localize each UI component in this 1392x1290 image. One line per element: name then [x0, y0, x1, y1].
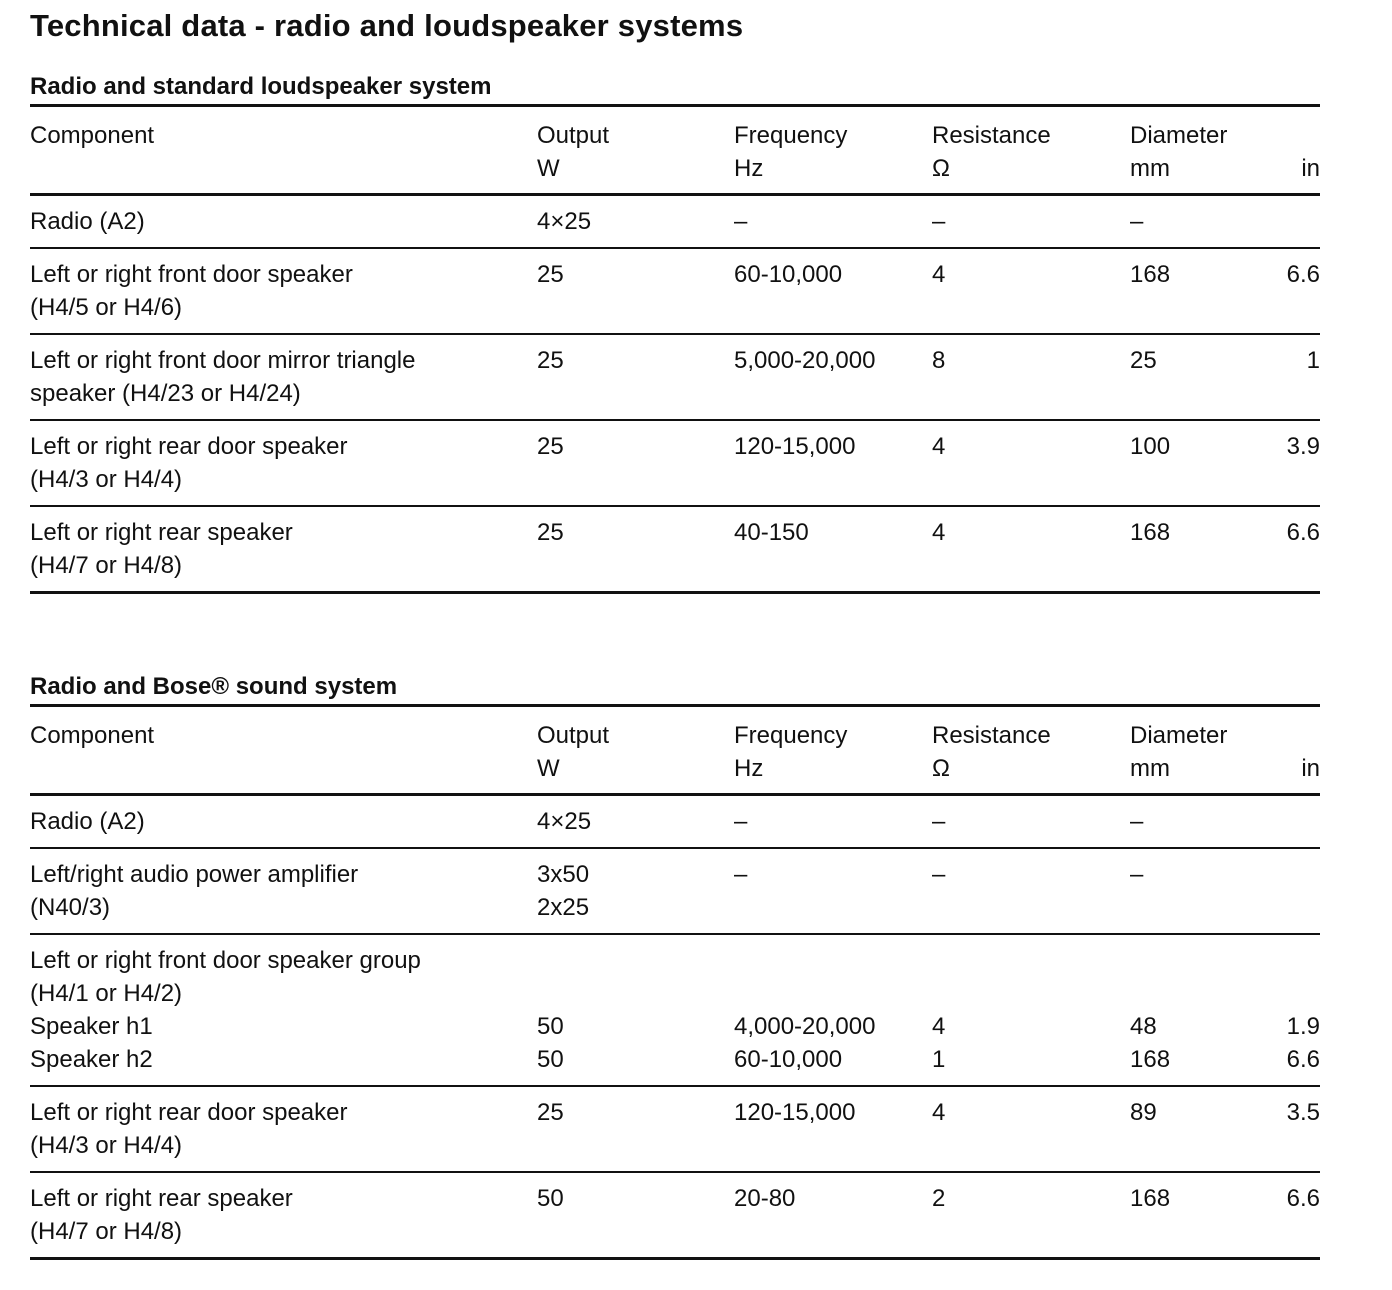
cell-line: Ω	[932, 755, 950, 782]
cell-line: 6.6	[1286, 1046, 1320, 1073]
table-row	[30, 335, 1320, 421]
cell-line: (H4/7 or H4/8)	[30, 552, 183, 579]
diameter-mm-cell	[1130, 805, 1143, 838]
diameter-in-cell	[1307, 344, 1320, 377]
cell-line: Left or right rear speaker	[30, 519, 293, 546]
cell-line: 4	[932, 519, 946, 546]
table-header	[30, 107, 1320, 196]
diameter-in-cell	[1287, 516, 1320, 549]
component-cell	[30, 516, 530, 582]
resistance-cell	[932, 1096, 945, 1129]
header-diameter-in-cell	[1301, 719, 1320, 785]
cell-line: –	[932, 861, 946, 888]
cell-line: 25	[537, 1099, 564, 1126]
cell-line: 120-15,000	[734, 1099, 856, 1126]
diameter-mm-cell	[1130, 1096, 1157, 1129]
cell-line: 4×25	[537, 808, 592, 835]
cell-line: 4×25	[537, 208, 592, 235]
cell-line: Radio (A2)	[30, 808, 145, 835]
cell-line: Component	[30, 722, 155, 749]
component-cell	[30, 1182, 530, 1248]
cell-line: Speaker h2	[30, 1046, 153, 1073]
cell-line: (N40/3)	[30, 894, 111, 921]
page-title: Technical data - radio and loudspeaker systems	[30, 8, 744, 43]
cell-line: Left or right rear speaker	[30, 1185, 293, 1212]
table-row	[30, 935, 1320, 1087]
cell-line: –	[1130, 808, 1144, 835]
cell-line	[537, 977, 564, 1010]
cell-line: 20-80	[734, 1185, 796, 1212]
cell-line: 25	[1130, 347, 1157, 374]
diameter-mm-cell	[1130, 205, 1143, 238]
table-header	[30, 707, 1320, 796]
cell-line: 4	[932, 261, 946, 288]
frequency-cell	[734, 1182, 795, 1215]
cell-line	[1301, 119, 1320, 152]
cell-line: 1	[932, 1046, 946, 1073]
cell-line	[734, 977, 875, 1010]
frequency-cell	[734, 1096, 855, 1129]
cell-line: in	[1301, 755, 1320, 782]
cell-line: Output	[537, 122, 610, 149]
cell-line: 3x50	[537, 861, 590, 888]
section-title: Radio and standard loudspeaker system	[30, 70, 1320, 107]
cell-line: (H4/1 or H4/2)	[30, 980, 183, 1007]
cell-line: 50	[537, 1185, 564, 1212]
cell-line: 50	[537, 1046, 564, 1073]
component-cell	[30, 944, 530, 1076]
cell-line: 50	[537, 1013, 564, 1040]
cell-line: (H4/3 or H4/4)	[30, 466, 183, 493]
output-cell	[537, 344, 564, 377]
header-component-cell	[30, 119, 530, 152]
cell-line: (H4/5 or H4/6)	[30, 294, 183, 321]
cell-line: Hz	[734, 755, 764, 782]
cell-line: Diameter	[1130, 722, 1228, 749]
header-diameter-mm-cell	[1130, 719, 1227, 785]
cell-line: Left or right rear door speaker	[30, 1099, 348, 1126]
cell-line: 3.9	[1286, 433, 1320, 460]
cell-line: –	[734, 861, 748, 888]
resistance-cell	[932, 430, 945, 463]
cell-line	[1130, 977, 1170, 1010]
cell-line: 4	[932, 1013, 946, 1040]
cell-line: (H4/3 or H4/4)	[30, 1132, 183, 1159]
cell-line: 40-150	[734, 519, 809, 546]
table-row	[30, 796, 1320, 849]
resistance-cell	[932, 1182, 945, 1215]
cell-line	[1301, 719, 1320, 752]
output-cell	[537, 1096, 564, 1129]
frequency-cell	[734, 258, 842, 291]
component-cell	[30, 1096, 530, 1162]
cell-line: 5,000-20,000	[734, 347, 876, 374]
cell-line: 6.6	[1286, 1185, 1320, 1212]
output-cell	[537, 430, 564, 463]
cell-line: 168	[1130, 519, 1171, 546]
cell-line: Left or right front door speaker group	[30, 947, 421, 974]
cell-line	[734, 944, 875, 977]
cell-line: 4	[932, 1099, 946, 1126]
cell-line: 168	[1130, 1046, 1171, 1073]
output-cell	[537, 516, 564, 549]
cell-line: 168	[1130, 261, 1171, 288]
cell-line: Resistance	[932, 122, 1051, 149]
cell-line: 60-10,000	[734, 1046, 843, 1073]
table-row	[30, 1087, 1320, 1173]
component-cell	[30, 858, 530, 924]
cell-line: 25	[537, 347, 564, 374]
output-cell	[537, 858, 589, 924]
cell-line: 4,000-20,000	[734, 1013, 876, 1040]
cell-line: Speaker h1	[30, 1013, 153, 1040]
cell-line: 60-10,000	[734, 261, 843, 288]
component-cell	[30, 430, 530, 496]
cell-line: W	[537, 755, 560, 782]
table-row	[30, 507, 1320, 594]
cell-line: in	[1301, 155, 1320, 182]
cell-line: 3.5	[1286, 1099, 1320, 1126]
header-output-cell	[537, 719, 609, 785]
output-cell	[537, 1182, 564, 1215]
cell-line: Left or right front door speaker	[30, 261, 353, 288]
table-row	[30, 421, 1320, 507]
cell-line: mm	[1130, 755, 1170, 782]
resistance-cell	[932, 516, 945, 549]
cell-line: 4	[932, 433, 946, 460]
cell-line: –	[932, 808, 946, 835]
diameter-in-cell	[1287, 258, 1320, 291]
cell-line	[932, 944, 945, 977]
cell-line: Hz	[734, 155, 764, 182]
cell-line: 100	[1130, 433, 1171, 460]
header-frequency-cell	[734, 119, 847, 185]
cell-line: 2	[932, 1185, 946, 1212]
output-cell	[537, 258, 564, 291]
cell-line: 25	[537, 433, 564, 460]
header-diameter-in-cell	[1301, 119, 1320, 185]
table-row	[30, 1173, 1320, 1260]
frequency-cell	[734, 344, 875, 377]
diameter-mm-cell	[1130, 858, 1143, 891]
diameter-mm-cell	[1130, 1182, 1170, 1215]
cell-line: –	[932, 208, 946, 235]
cell-line	[1130, 944, 1170, 977]
cell-line: 25	[537, 261, 564, 288]
cell-line: mm	[1130, 155, 1170, 182]
frequency-cell	[734, 858, 747, 891]
diameter-in-cell	[1287, 1096, 1320, 1129]
resistance-cell	[932, 858, 945, 891]
section-bose-system	[30, 670, 1320, 1260]
cell-line: 25	[537, 519, 564, 546]
cell-line: 8	[932, 347, 946, 374]
header-component-cell	[30, 719, 530, 752]
header-frequency-cell	[734, 719, 847, 785]
cell-line: speaker (H4/23 or H4/24)	[30, 380, 301, 407]
frequency-cell	[734, 805, 747, 838]
cell-line: Left/right audio power amplifier	[30, 861, 359, 888]
cell-line: 6.6	[1286, 261, 1320, 288]
diameter-mm-cell	[1130, 258, 1170, 291]
cell-line: 89	[1130, 1099, 1157, 1126]
diameter-in-cell	[1287, 944, 1320, 1076]
cell-line	[932, 977, 945, 1010]
table-row	[30, 196, 1320, 249]
cell-line: Left or right rear door speaker	[30, 433, 348, 460]
resistance-cell	[932, 205, 945, 238]
cell-line: (H4/7 or H4/8)	[30, 1218, 183, 1245]
cell-line: –	[734, 208, 748, 235]
table-row	[30, 849, 1320, 935]
section-title: Radio and Bose® sound system	[30, 670, 1320, 707]
resistance-cell	[932, 258, 945, 291]
output-cell	[537, 805, 591, 838]
table-row	[30, 249, 1320, 335]
diameter-in-cell	[1287, 430, 1320, 463]
cell-line: –	[1130, 208, 1144, 235]
component-cell	[30, 258, 530, 324]
header-resistance-cell	[932, 119, 1051, 185]
diameter-mm-cell	[1130, 944, 1170, 1076]
output-cell	[537, 205, 591, 238]
resistance-cell	[932, 805, 945, 838]
spec-table	[30, 107, 1320, 594]
cell-line: 1.9	[1286, 1013, 1320, 1040]
frequency-cell	[734, 516, 809, 549]
cell-line	[537, 944, 564, 977]
cell-line	[1287, 944, 1320, 977]
cell-line: 168	[1130, 1185, 1171, 1212]
diameter-mm-cell	[1130, 430, 1170, 463]
component-cell	[30, 344, 530, 410]
component-cell	[30, 205, 530, 238]
header-diameter-mm-cell	[1130, 119, 1227, 185]
header-resistance-cell	[932, 719, 1051, 785]
cell-line: 6.6	[1286, 519, 1320, 546]
cell-line: Output	[537, 722, 610, 749]
cell-line: –	[1130, 861, 1144, 888]
cell-line: 2x25	[537, 894, 590, 921]
frequency-cell	[734, 944, 875, 1076]
cell-line: –	[734, 808, 748, 835]
header-output-cell	[537, 119, 609, 185]
cell-line: Diameter	[1130, 122, 1228, 149]
spec-table	[30, 707, 1320, 1260]
cell-line: Left or right front door mirror triangle	[30, 347, 416, 374]
resistance-cell	[932, 344, 945, 377]
cell-line: Ω	[932, 155, 950, 182]
diameter-in-cell	[1287, 1182, 1320, 1215]
frequency-cell	[734, 205, 747, 238]
diameter-mm-cell	[1130, 516, 1170, 549]
cell-line: W	[537, 155, 560, 182]
frequency-cell	[734, 430, 855, 463]
cell-line: Resistance	[932, 722, 1051, 749]
cell-line: Frequency	[734, 122, 848, 149]
diameter-mm-cell	[1130, 344, 1157, 377]
section-standard-system	[30, 70, 1320, 594]
cell-line: Radio (A2)	[30, 208, 145, 235]
cell-line: Frequency	[734, 722, 848, 749]
cell-line: 120-15,000	[734, 433, 856, 460]
output-cell	[537, 944, 564, 1076]
cell-line: 48	[1130, 1013, 1157, 1040]
component-cell	[30, 805, 530, 838]
cell-line	[1287, 977, 1320, 1010]
cell-line: Component	[30, 122, 155, 149]
cell-line: 1	[1306, 347, 1320, 374]
resistance-cell	[932, 944, 945, 1076]
